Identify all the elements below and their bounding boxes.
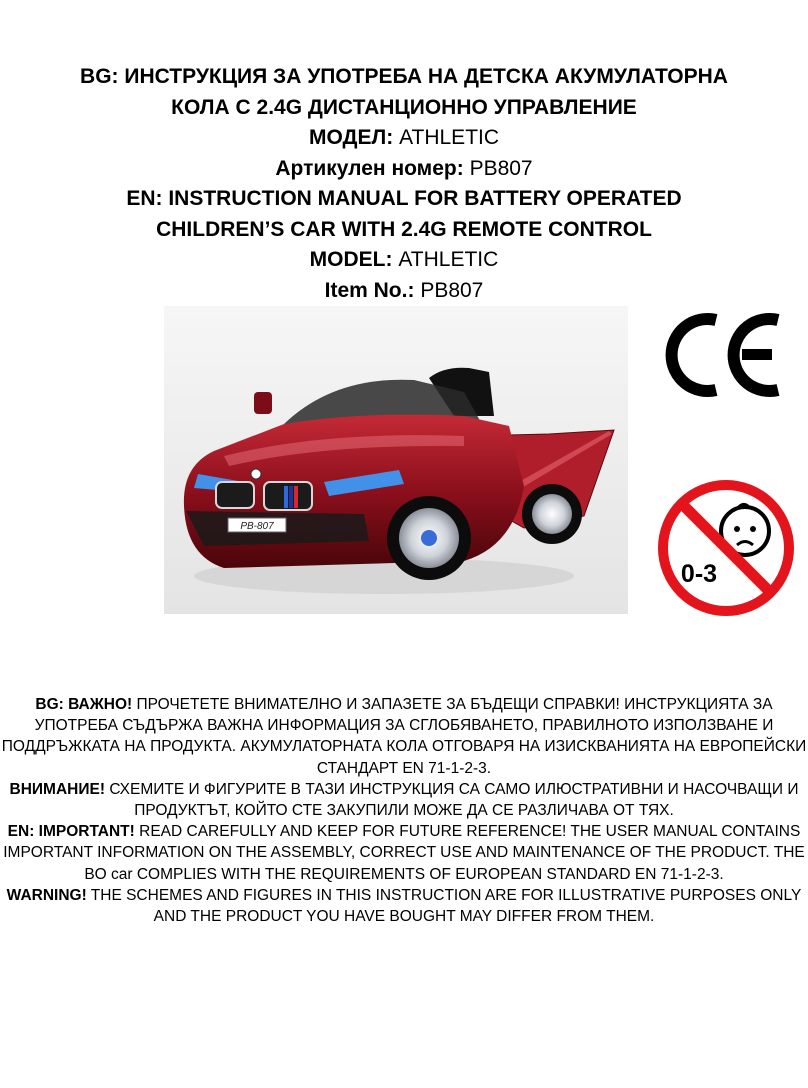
grille-stripe-red xyxy=(294,486,298,508)
grille-stripe-navy xyxy=(289,486,293,508)
en-item-line xyxy=(0,276,808,307)
en-warning-text: THE SCHEMES AND FIGURES IN THIS INSTRUCTION ARE FOR ILLUSTRATIVE PURPOSES ONLY AND THE PRODUCT YOU HAVE BOUGHT MAY DIFFER FROM THEM. xyxy=(90,886,802,926)
bg-important-paragraph xyxy=(0,694,808,779)
baby-left-eye xyxy=(734,526,740,532)
front-wheel-hub xyxy=(421,530,437,546)
bg-warning-text: СХЕМИТЕ И ФИГУРИТЕ В ТАЗИ ИНСТРУКЦИЯ СА САМО ИЛЮСТРАТИВНИ И НАСОЧВАЩИ И ПРОДУКТЪТ, КОЙТО СТЕ ЗАКУПИЛИ МОЖЕ ДА СЕ РАЗЛИЧАВА ОТ ТЯХ. xyxy=(109,780,799,820)
bg-item-label: Артикулен номер: xyxy=(275,156,464,180)
ce-letter-c xyxy=(672,319,716,391)
en-title-line-2: CHILDREN’S CAR WITH 2.4G REMOTE CONTROL xyxy=(156,217,652,241)
en-model-value: ATHLETIC xyxy=(398,248,499,271)
bg-important-label: BG: ВАЖНО! xyxy=(35,696,133,713)
en-important-text: READ CAREFULLY AND KEEP FOR FUTURE REFERENCE! THE USER MANUAL CONTAINS IMPORTANT INFORMATION ON THE ASSEMBLY, CORRECT USE AND MAINTENANCE OF THE PRODUCT. THE BO car COMPLIES WITH THE REQUIREMENTS OF EUROPEAN STANDARD EN 71-1-2-3. xyxy=(3,823,805,883)
bg-important-text: ПРОЧЕТЕТЕ ВНИМАТЕЛНО И ЗАПАЗЕТЕ ЗА БЪДЕЩИ СПРАВКИ! ИНСТРУКЦИЯТА ЗА УПОТРЕБА СЪДЪРЖА ВАЖНА ИНФОРМАЦИЯ ЗА СГЛОБЯВАНЕТО, ПРАВИЛНОТО ИЗПОЛЗВАНЕ И ПОДДРЪЖКАТА НА ПРОДУКТА. АКУМУЛАТОРНАТА КОЛА ОТГОВАРЯ НА ИЗИСКВАНИЯТА НА ЕВРОПЕЙСКИ СТАНДАРТ EN 71-1-2-3. xyxy=(1,696,807,777)
bg-model-value: ATHLETIC xyxy=(399,126,500,149)
safety-notice xyxy=(0,694,808,927)
left-grille xyxy=(216,482,254,508)
en-item-label: Item No.: xyxy=(324,278,415,302)
ce-letter-e-bar xyxy=(742,349,772,360)
en-model-line xyxy=(0,245,808,276)
en-important-paragraph xyxy=(0,821,808,885)
bg-warning-label: ВНИМАНИЕ! xyxy=(9,780,105,798)
side-mirror xyxy=(254,392,272,414)
en-title-line-1: EN: INSTRUCTION MANUAL FOR BATTERY OPERATED xyxy=(126,187,682,210)
car-illustration xyxy=(164,306,628,614)
bg-warning-paragraph xyxy=(0,779,808,821)
ce-mark-text: CE xyxy=(558,212,560,213)
baby-right-eye xyxy=(750,526,756,532)
product-photo xyxy=(164,306,628,614)
bg-title-line-1: BG: ИНСТРУКЦИЯ ЗА УПОТРЕБА НА ДЕТСКА АКУМУЛАТОРНА xyxy=(80,65,728,88)
en-important-label: EN: IMPORTANT! xyxy=(7,823,135,841)
en-model-label: MODEL: xyxy=(309,248,393,271)
rear-wheel-rim xyxy=(532,494,572,534)
bg-title-line-2: КОЛА С 2.4G ДИСТАНЦИОННО УПРАВЛЕНИЕ xyxy=(171,95,637,119)
bg-model-label: МОДЕЛ: xyxy=(308,126,394,149)
en-item-value: PB807 xyxy=(420,278,484,302)
document-title xyxy=(0,62,808,306)
bg-item-line xyxy=(0,154,808,185)
en-warning-label: WARNING! xyxy=(6,886,87,904)
bg-item-value: PB807 xyxy=(469,156,533,180)
age-range-text: 0-3 xyxy=(680,560,718,588)
brand-badge xyxy=(251,469,261,479)
grille-stripe-blue xyxy=(284,486,288,508)
age-warning-icon xyxy=(657,479,795,617)
ce-mark-icon xyxy=(558,212,784,398)
bg-model-line xyxy=(0,123,808,154)
en-warning-paragraph xyxy=(0,885,808,927)
license-plate-text: PB-807 xyxy=(240,521,274,532)
